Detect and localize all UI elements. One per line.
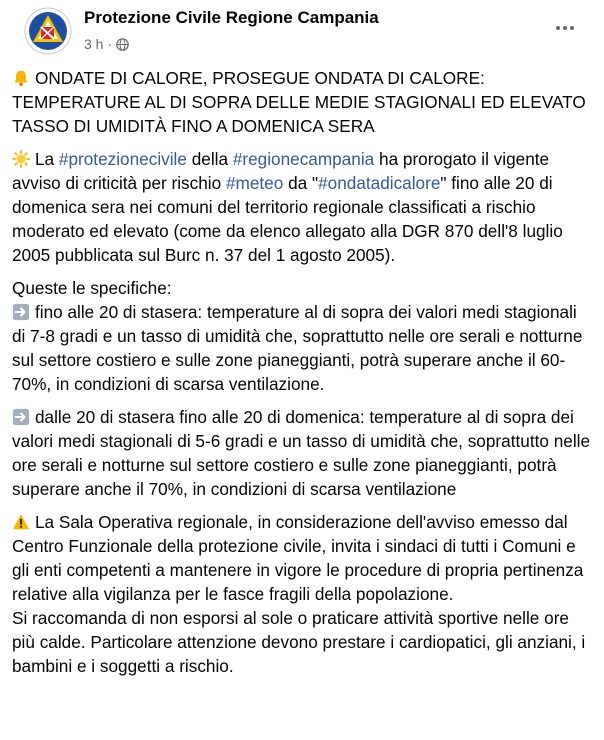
intro-text-d: da " <box>283 173 319 193</box>
post-header <box>12 0 592 62</box>
spec-item-2: dalle 20 di stasera fino alle 20 di domenica: temperature al di sopra dei valori medi stagionali di 5-6 gradi e un tasso di umidità che, soprattutto nelle ore serali e notturne sul settore costiero e sulle zone pianeggianti, potrà superare anche il 70%, in condizioni di scarsa ventilazione <box>12 407 591 499</box>
intro-text-e: " fino alle 20 di domenica sera nei comuni del territorio regionale classificati a rischio moderato ed elevato (come da elenco allegato alla DGR 870 dell'8 luglio 2005 pubblicata sul Burc n. 37 del 1 agosto 2005). <box>12 173 563 265</box>
more-options-button[interactable] <box>552 18 578 38</box>
spec-2-paragraph <box>12 405 592 501</box>
protezione-civile-logo-avatar[interactable] <box>24 7 72 55</box>
right-arrow-emoji-icon <box>12 408 30 426</box>
hashtag-protezionecivile[interactable]: #protezionecivile <box>58 149 187 169</box>
globe-icon <box>116 38 129 51</box>
intro-text-c: ha prorogato il vigente avviso di criticità per rischio <box>12 149 550 193</box>
warning-paragraph <box>12 510 592 678</box>
meta-separator: · <box>107 36 113 52</box>
specs-paragraph <box>12 276 592 396</box>
recommendation-text: Si raccomanda di non esporsi al sole o praticare attività sportive nelle ore più calde. Particolare attenzione devono prestare i cardiopatici, gli anziani, i bambini e i soggetti a rischio. <box>12 608 586 676</box>
hashtag-regionecampania[interactable]: #regionecampania <box>232 149 375 169</box>
hashtag-ondatadicalore[interactable]: #ondatadicalore <box>318 173 441 193</box>
warning-text: La Sala Operativa regionale, in considerazione dell'avviso emesso dal Centro Funzionale della protezione civile, invita i sindaci di tutti i Comuni e gli enti competenti a mantenere in vigore le procedure di propria pertinenza relative alla vigilanza per le fasce fragili della popolazione. <box>12 512 584 604</box>
warning-emoji-icon <box>12 513 30 531</box>
intro-paragraph <box>12 147 592 267</box>
post-body <box>12 66 592 687</box>
specs-intro: Queste le specifiche: <box>12 278 172 298</box>
post-time[interactable]: 3 h <box>84 36 104 52</box>
intro-text-b: della <box>186 149 233 169</box>
right-arrow-emoji-icon <box>12 303 30 321</box>
bell-emoji-icon <box>12 69 30 87</box>
post-title-paragraph <box>12 66 592 138</box>
spec-item-1: fino alle 20 di stasera: temperature al di sopra dei valori medi stagionali di 7-8 gradi e un tasso di umidità che, soprattutto nelle ore serali e notturne sul settore costiero e sulle zone pianeggianti, potrà superare anche il 60-70%, in condizioni di scarsa ventilazione. <box>12 302 583 394</box>
hashtag-meteo[interactable]: #meteo <box>225 173 284 193</box>
more-options-icon <box>556 26 560 30</box>
intro-text-a: La <box>35 149 59 169</box>
post-author-name[interactable]: Protezione Civile Regione Campania <box>84 8 379 27</box>
post-meta <box>84 36 129 52</box>
post-title-text: ONDATE DI CALORE, PROSEGUE ONDATA DI CALORE: TEMPERATURE AL DI SOPRA DELLE MEDIE STAGIONALI ED ELEVATO TASSO DI UMIDITÀ FINO A DOMENICA SERA <box>12 68 586 136</box>
sun-emoji-icon <box>12 150 30 168</box>
